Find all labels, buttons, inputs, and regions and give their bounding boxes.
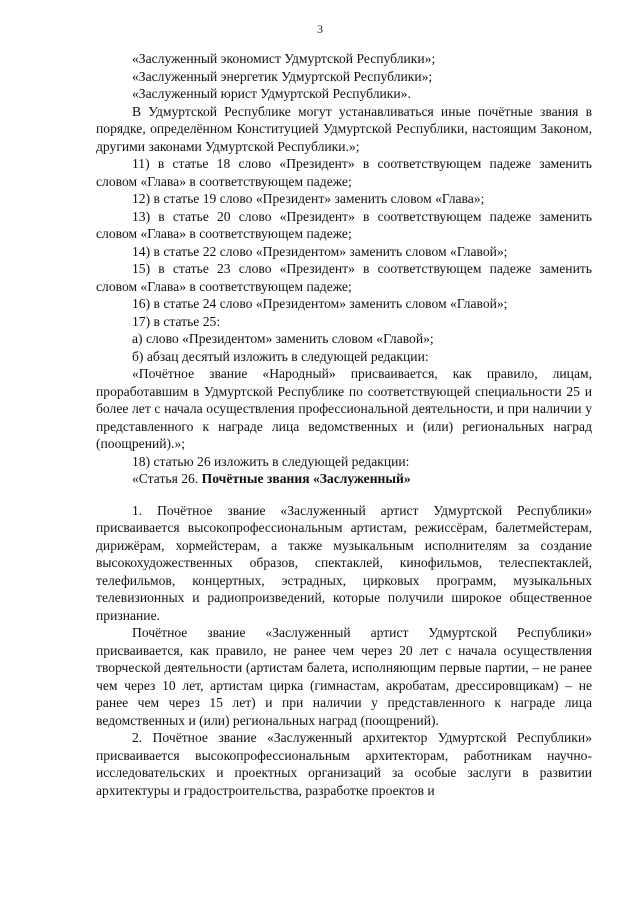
amendment-item-15: 15) в статье 23 слово «Президент» в соответствующем падеже заменить словом «Глава» в соответствующем падеже; [96, 261, 592, 294]
quote-narodny: «Почётное звание «Народный» присваивается, как правило, лицам, проработавшим в Удмуртской Республике по соответствующей специальности 25 и более лет с начала осуществления профессиональной деятельности, и при наличии у представленного к награде лица ведомственных и (или) региональных наград (поощрений).»; [96, 366, 592, 451]
honorary-title-line: «Заслуженный юрист Удмуртской Республики». [132, 86, 411, 101]
article-prefix: «Статья 26. [132, 471, 202, 486]
document-body [96, 50, 592, 799]
article-heading [96, 470, 592, 488]
amendment-item-16: 16) в статье 24 слово «Президентом» заменить словом «Главой»; [132, 296, 508, 311]
article-title: Почётные звания «Заслуженный» [201, 471, 411, 486]
article-paragraph-3: 2. Почётное звание «Заслуженный архитектор Удмуртской Республики» присваивается высокопрофессиональным архитекторам, работникам научно-исследовательских и проектных организаций за особые заслуги в развитии архитектуры и градостроительства, разработке проектов и [96, 730, 592, 798]
amendment-item-11: 11) в статье 18 слово «Президент» в соответствующем падеже заменить словом «Глава» в соответствующем падеже; [96, 156, 592, 189]
paragraph-other-titles: В Удмуртской Республике могут устанавливаться иные почётные звания в порядке, определённом Конституцией Удмуртской Республики, настоящим Законом, другими законами Удмуртской Республики.»; [96, 103, 592, 154]
honorary-title-line: «Заслуженный экономист Удмуртской Республики»; [132, 51, 436, 66]
amendment-item-17: 17) в статье 25: [132, 313, 221, 329]
honorary-title-line: «Заслуженный энергетик Удмуртской Республики»; [132, 68, 433, 84]
page-number: 3 [317, 22, 323, 36]
amendment-item-13: 13) в статье 20 слово «Президент» в соответствующем падеже заменить словом «Глава» в соответствующем падеже; [96, 208, 592, 241]
article-paragraph-2: Почётное звание «Заслуженный артист Удмуртской Республики» присваивается, как правило, не ранее чем через 20 лет с начала осуществления творческой деятельности (артистам балета, исполняющим первые партии, – не ранее чем через 10 лет, артистам цирка (гимнастам, акробатам, дрессировщикам) – не ранее чем через 15 лет) и при наличии у представленного к награде лица ведомственных и (или) региональных наград (поощрений). [96, 625, 592, 728]
amendment-item-17a: а) слово «Президентом» заменить словом «Главой»; [132, 331, 434, 346]
article-paragraph-1: 1. Почётное звание «Заслуженный артист Удмуртской Республики» присваивается высокопрофессиональным артистам, режиссёрам, балетмейстерам, дирижёрам, хормейстерам, а также музыкальным исполнителям за создание высокохудожественных образов, спектаклей, кинофильмов, телеспектаклей, телефильмов, концертных, эстрадных, цирковых программ, музыкальных телевизионных и радиопроизведений, которые получили широкое общественное признание. [96, 502, 592, 623]
amendment-item-14: 14) в статье 22 слово «Президентом» заменить словом «Главой»; [132, 243, 508, 259]
amendment-item-17b: б) абзац десятый изложить в следующей редакции: [132, 348, 429, 364]
amendment-item-18: 18) статью 26 изложить в следующей редакции: [132, 453, 410, 469]
amendment-item-12: 12) в статье 19 слово «Президент» заменить словом «Глава»; [132, 191, 485, 206]
